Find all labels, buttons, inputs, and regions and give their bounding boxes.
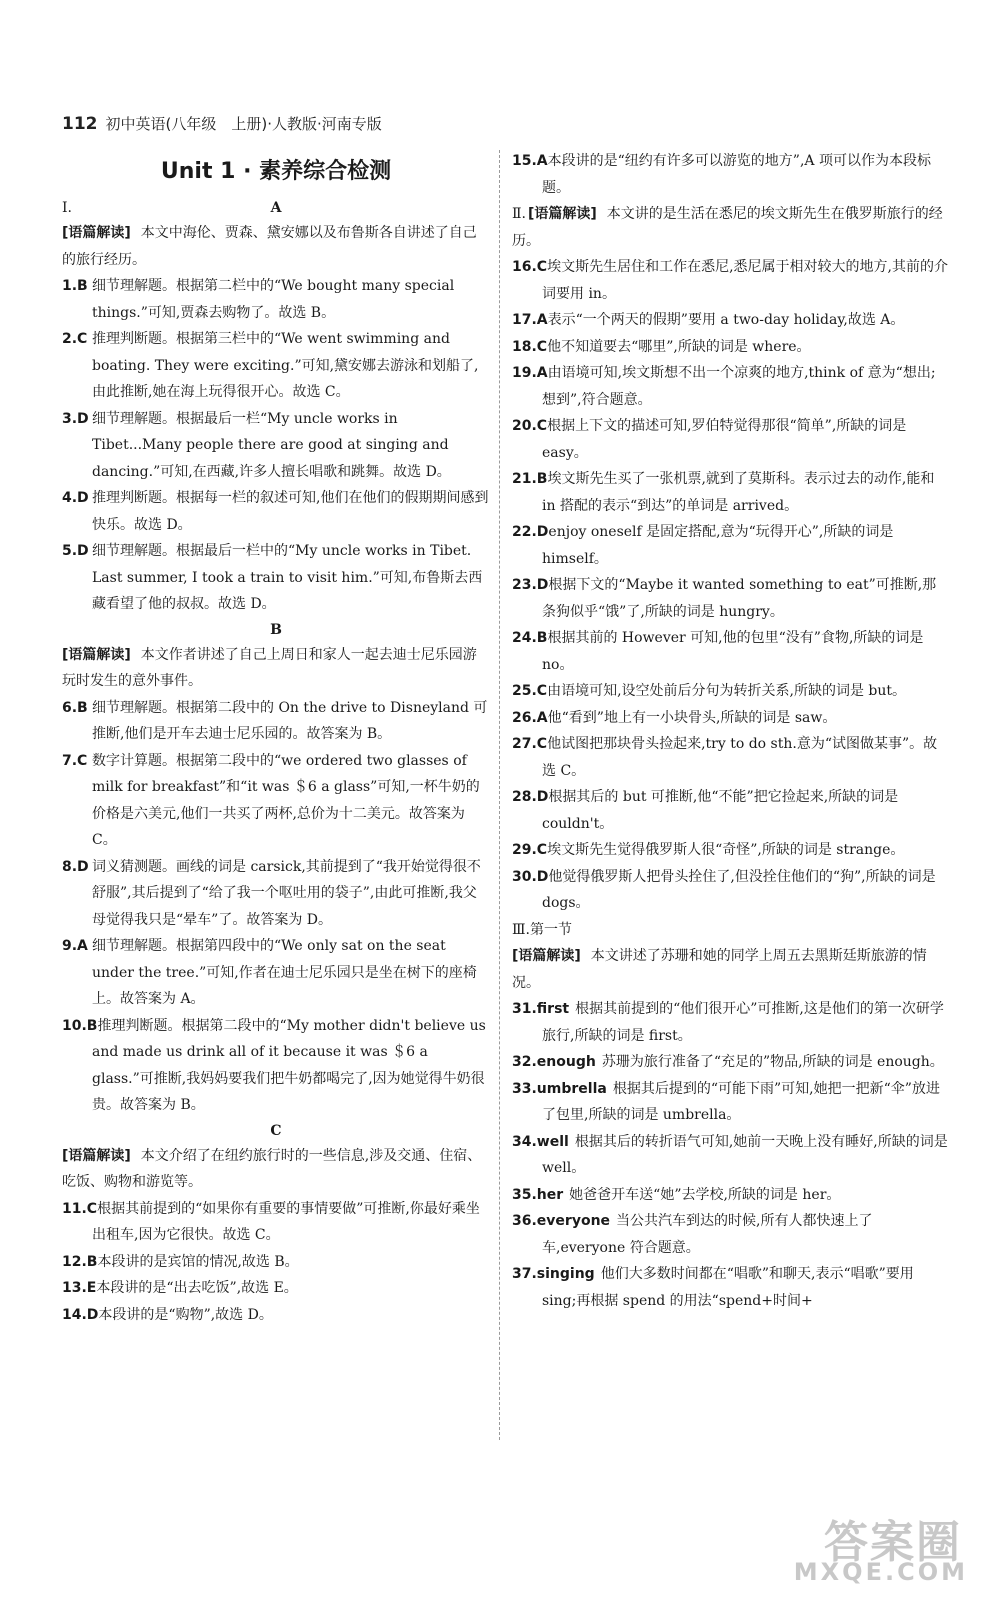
answer-item bbox=[512, 837, 948, 864]
section-2-intro bbox=[512, 201, 948, 254]
answer-number: 26.A bbox=[512, 709, 548, 726]
part-a-label: A bbox=[270, 200, 282, 216]
page-header bbox=[62, 113, 382, 134]
answer-number: 33.umbrella bbox=[512, 1080, 607, 1097]
answer-explanation: 根据其后的转折语气可知,她前一天晚上没有睡好,所缺的词是 well。 bbox=[542, 1133, 948, 1176]
answer-number: 1.B bbox=[62, 278, 88, 294]
answer-number: 3.D bbox=[62, 410, 89, 427]
answer-explanation: 他不知道要去“哪里”,所缺的词是 where。 bbox=[547, 338, 811, 355]
answer-item bbox=[512, 731, 948, 784]
answer-item bbox=[512, 705, 948, 732]
left-column bbox=[62, 150, 490, 1328]
answer-explanation: 细节理解题。根据最后一栏“My uncle works in Tibet...Many people there are good at singing and dancing.”可知,在西藏,许多人擅长唱歌和跳舞。故选 D。 bbox=[92, 410, 451, 480]
answer-explanation: 根据下文的“Maybe it wanted something to eat”可推断,那条狗似乎“饿”了,所缺的词是 hungry。 bbox=[542, 577, 937, 620]
part-a-items bbox=[62, 273, 490, 618]
answer-number: 30.D bbox=[512, 868, 549, 885]
answer-item bbox=[512, 466, 948, 519]
answer-item bbox=[512, 1129, 948, 1182]
answer-item bbox=[512, 784, 948, 837]
answer-number: 14.D bbox=[62, 1306, 99, 1323]
answer-number: 8.D bbox=[62, 858, 89, 875]
answer-number: 4.D bbox=[62, 490, 89, 506]
answer-item bbox=[512, 254, 948, 307]
intro-tag: [语篇解读] bbox=[527, 206, 597, 222]
part-b-items bbox=[62, 695, 490, 1119]
watermark-cn: 答案圈 bbox=[824, 1517, 962, 1568]
answer-explanation: 推理判断题。根据第二段中的“My mother didn't believe us and made us drink all of it because it was ＄6 a glass.”可推断,我妈妈要我们把牛奶都喝完了,因为她觉得牛奶很贵。故答案为 B。 bbox=[92, 1017, 486, 1113]
answer-explanation: 根据其前提到的“他们很开心”可推断,这是他们的第一次研学旅行,所缺的词是 first。 bbox=[542, 1001, 944, 1044]
watermark-logo bbox=[782, 1506, 982, 1586]
answer-item bbox=[512, 413, 948, 466]
answer-explanation: 本段讲的是“购物”,故选 D。 bbox=[98, 1306, 273, 1323]
intro-text: 本文讲述了苏珊和她的同学上周五去黑斯廷斯旅游的情况。 bbox=[512, 948, 927, 991]
answer-item bbox=[512, 1208, 948, 1261]
right-column bbox=[512, 148, 948, 1314]
section-2-label: Ⅱ. bbox=[512, 206, 526, 222]
answer-item bbox=[512, 1261, 948, 1314]
answer-number: 31.first bbox=[512, 1001, 570, 1017]
answer-explanation: 推理判断题。根据第三栏中的“We went swimming and boating. They were exciting.”可知,黛安娜去游泳和划船了,由此推断,她在海上玩得很开心。故选 C。 bbox=[92, 331, 479, 400]
part-c-items bbox=[62, 1196, 490, 1329]
answer-item bbox=[62, 406, 490, 486]
answer-explanation: 根据其前提到的“如果你有重要的事情要做”可推断,你最好乘坐出租车,因为它很快。故选 C。 bbox=[92, 1200, 480, 1243]
answer-number: 25.C bbox=[512, 683, 548, 699]
answer-item bbox=[512, 1076, 948, 1129]
answer-number: 5.D bbox=[62, 543, 89, 559]
answer-number: 32.enough bbox=[512, 1054, 596, 1070]
answer-item bbox=[62, 1249, 490, 1276]
answer-explanation: 根据其后提到的“可能下雨”可知,她把一把新“伞”放进了包里,所缺的词是 umbrella。 bbox=[542, 1080, 940, 1123]
part-c-label: C bbox=[270, 1122, 282, 1139]
answer-item bbox=[62, 1275, 490, 1302]
answer-explanation: 他们大多数时间都在“唱歌”和聊天,表示“唱歌”要用 sing;再根据 spend 的用法“spend+时间+ bbox=[542, 1266, 914, 1309]
answer-explanation: 他觉得俄罗斯人把骨头拴住了,但没拴住他们的“狗”,所缺的词是 dogs。 bbox=[542, 868, 936, 911]
answer-item bbox=[62, 854, 490, 934]
answer-item bbox=[62, 1302, 490, 1329]
answer-explanation: 埃文斯先生买了一张机票,就到了莫斯科。表示过去的动作,能和 in 搭配的表示“到达”的单词是 arrived。 bbox=[542, 471, 935, 514]
answer-number: 29.C bbox=[512, 842, 548, 858]
answer-explanation: 词义猜测题。画线的词是 carsick,其前提到了“我开始觉得很不舒服”,其后提到了“给了我一个呕吐用的袋子”,由此可推断,我父母觉得我只是“晕车”了。故答案为 D。 bbox=[92, 858, 481, 928]
answer-explanation: 埃文斯先生居住和工作在悉尼,悉尼属于相对较大的地方,其前的介词要用 in。 bbox=[542, 259, 948, 302]
answer-explanation: enjoy oneself 是固定搭配,意为“玩得开心”,所缺的词是 himself。 bbox=[542, 524, 894, 567]
answer-number: 27.C bbox=[512, 736, 548, 752]
intro-text: 本文作者讲述了自己上周日和家人一起去迪士尼乐园游玩时发生的意外事件。 bbox=[62, 646, 477, 689]
answer-item bbox=[512, 678, 948, 705]
answer-item bbox=[62, 933, 490, 1013]
answer-explanation: 推理判断题。根据每一栏的叙述可知,他们在他们的假期期间感到快乐。故选 D。 bbox=[92, 490, 489, 533]
answer-item bbox=[512, 996, 948, 1049]
answer-explanation: 细节理解题。根据第四段中的“We only sat on the seat under the tree.”可知,作者在迪士尼乐园只是坐在树下的座椅上。故答案为 A。 bbox=[92, 938, 477, 1007]
answer-item bbox=[512, 1182, 948, 1209]
watermark-en: MXQE.COM bbox=[793, 1558, 968, 1586]
intro-tag: [语篇解读] bbox=[512, 948, 581, 964]
answer-number: 7.C bbox=[62, 752, 88, 769]
answer-item bbox=[512, 572, 948, 625]
answer-item bbox=[512, 148, 948, 201]
answer-item bbox=[62, 1013, 490, 1119]
answer-number: 12.B bbox=[62, 1253, 98, 1270]
part-b-intro bbox=[62, 642, 490, 695]
answer-item bbox=[512, 625, 948, 678]
answer-number: 23.D bbox=[512, 577, 549, 593]
answer-number: 13.E bbox=[62, 1280, 97, 1296]
answer-item bbox=[512, 864, 948, 917]
answer-number: 20.C bbox=[512, 418, 548, 434]
answer-item bbox=[512, 519, 948, 572]
answer-item bbox=[62, 326, 490, 406]
answer-number: 19.A bbox=[512, 365, 548, 381]
answer-number: 28.D bbox=[512, 789, 549, 805]
intro-text: 本文介绍了在纽约旅行时的一些信息,涉及交通、住宿、吃饭、购物和游览等。 bbox=[62, 1147, 482, 1190]
answer-number: 22.D bbox=[512, 524, 549, 540]
answer-explanation: 细节理解题。根据最后一栏中的“My uncle works in Tibet. Last summer, I took a train to visit him.”可知,布鲁斯去西藏看望了他的叔叔。故选 D。 bbox=[92, 543, 483, 612]
intro-text: 本文讲的是生活在悉尼的埃文斯先生在俄罗斯旅行的经历。 bbox=[512, 206, 943, 249]
part-c-intro bbox=[62, 1143, 490, 1196]
intro-text: 本文中海伦、贾森、黛安娜以及布鲁斯各自讲述了自己的旅行经历。 bbox=[62, 225, 477, 268]
intro-tag: [语篇解读] bbox=[62, 1147, 131, 1164]
answer-number: 17.A bbox=[512, 312, 548, 328]
answer-explanation: 由语境可知,埃文斯想不出一个凉爽的地方,think of 意为“想出;想到”,符合题意。 bbox=[542, 365, 936, 408]
answer-item bbox=[62, 273, 490, 326]
answer-item bbox=[62, 485, 490, 538]
column-divider bbox=[499, 150, 500, 1440]
section-3-label: Ⅲ.第一节 bbox=[512, 921, 572, 938]
answer-item bbox=[512, 360, 948, 413]
section-3-items bbox=[512, 996, 948, 1314]
answer-number: 36.everyone bbox=[512, 1213, 611, 1229]
answer-explanation: 细节理解题。根据第二段中的 On the drive to Disneyland 可推断,他们是开车去迪士尼乐园的。故答案为 B。 bbox=[92, 699, 488, 742]
page-number: 112 bbox=[62, 114, 98, 134]
section-2-items bbox=[512, 254, 948, 917]
answer-item bbox=[62, 748, 490, 854]
answer-explanation: 根据上下文的描述可知,罗伯特觉得那很“简单”,所缺的词是 easy。 bbox=[542, 418, 907, 461]
answer-number: 37.singing bbox=[512, 1266, 595, 1282]
answer-explanation: 本段讲的是宾馆的情况,故选 B。 bbox=[97, 1253, 299, 1270]
answer-explanation: 他试图把那块骨头捡起来,try to do sth.意为“试图做某事”。故选 C。 bbox=[542, 736, 938, 779]
answer-item bbox=[512, 307, 948, 334]
answer-explanation: 数字计算题。根据第二段中的“we ordered two glasses of milk for breakfast”和“it was ＄6 a glass”可知,一杯牛奶的价格是六美元,他们一共买了两杯,总价为十二美元。故答案为 C。 bbox=[92, 752, 480, 848]
answer-item bbox=[512, 1049, 948, 1076]
part-a-intro bbox=[62, 220, 490, 273]
answer-number: 11.C bbox=[62, 1200, 98, 1217]
answer-number: 24.B bbox=[512, 630, 548, 646]
book-title: 初中英语(八年级 上册)·人教版·河南专版 bbox=[105, 115, 382, 133]
answer-number: 2.C bbox=[62, 331, 88, 347]
answer-explanation: 他“看到”地上有一小块骨头,所缺的词是 saw。 bbox=[547, 709, 837, 726]
answer-number: 18.C bbox=[512, 338, 548, 355]
answer-explanation: 细节理解题。根据第二栏中的“We bought many special things.”可知,贾森去购物了。故选 B。 bbox=[92, 278, 455, 321]
answer-explanation: 她爸爸开车送“她”去学校,所缺的词是 her。 bbox=[569, 1186, 841, 1203]
answer-item bbox=[62, 695, 490, 748]
answer-explanation: 本段讲的是“纽约有许多可以游览的地方”,A 项可以作为本段标题。 bbox=[542, 153, 931, 196]
answer-number: 9.A bbox=[62, 938, 88, 954]
unit-title: Unit 1 · 素养综合检测 bbox=[160, 159, 392, 184]
answer-explanation: 由语境可知,设空处前后分句为转折关系,所缺的词是 but。 bbox=[547, 683, 907, 699]
section-3-intro bbox=[512, 943, 948, 996]
part-b-label: B bbox=[270, 621, 282, 638]
answer-explanation: 本段讲的是“出去吃饭”,故选 E。 bbox=[96, 1280, 298, 1296]
answer-explanation: 当公共汽车到达的时候,所有人都快速上了车,everyone 符合题意。 bbox=[542, 1213, 873, 1256]
answer-explanation: 苏珊为旅行准备了“充足的”物品,所缺的词是 enough。 bbox=[601, 1054, 944, 1070]
answer-item bbox=[512, 334, 948, 361]
answer-explanation: 埃文斯先生觉得俄罗斯人很“奇怪”,所缺的词是 strange。 bbox=[547, 842, 905, 858]
answer-explanation: 表示“一个两天的假期”要用 a two-day holiday,故选 A。 bbox=[547, 312, 905, 328]
answer-item bbox=[62, 1196, 490, 1249]
answer-number: 15.A bbox=[512, 153, 548, 169]
answer-number: 10.B bbox=[62, 1017, 98, 1034]
answer-explanation: 根据其后的 but 可推断,他“不能”把它捡起来,所缺的词是 couldn't。 bbox=[542, 789, 899, 832]
answer-number: 34.well bbox=[512, 1133, 569, 1150]
answer-explanation: 根据其前的 However 可知,他的包里“没有”食物,所缺的词是 no。 bbox=[542, 630, 924, 673]
answer-item bbox=[62, 538, 490, 618]
answer-number: 35.her bbox=[512, 1186, 564, 1203]
answer-number: 16.C bbox=[512, 259, 548, 275]
answer-number: 21.B bbox=[512, 471, 548, 487]
intro-tag: [语篇解读] bbox=[62, 225, 131, 241]
intro-tag: [语篇解读] bbox=[62, 646, 131, 663]
answer-number: 6.B bbox=[62, 699, 88, 716]
section-1-label: Ⅰ. bbox=[62, 200, 72, 216]
